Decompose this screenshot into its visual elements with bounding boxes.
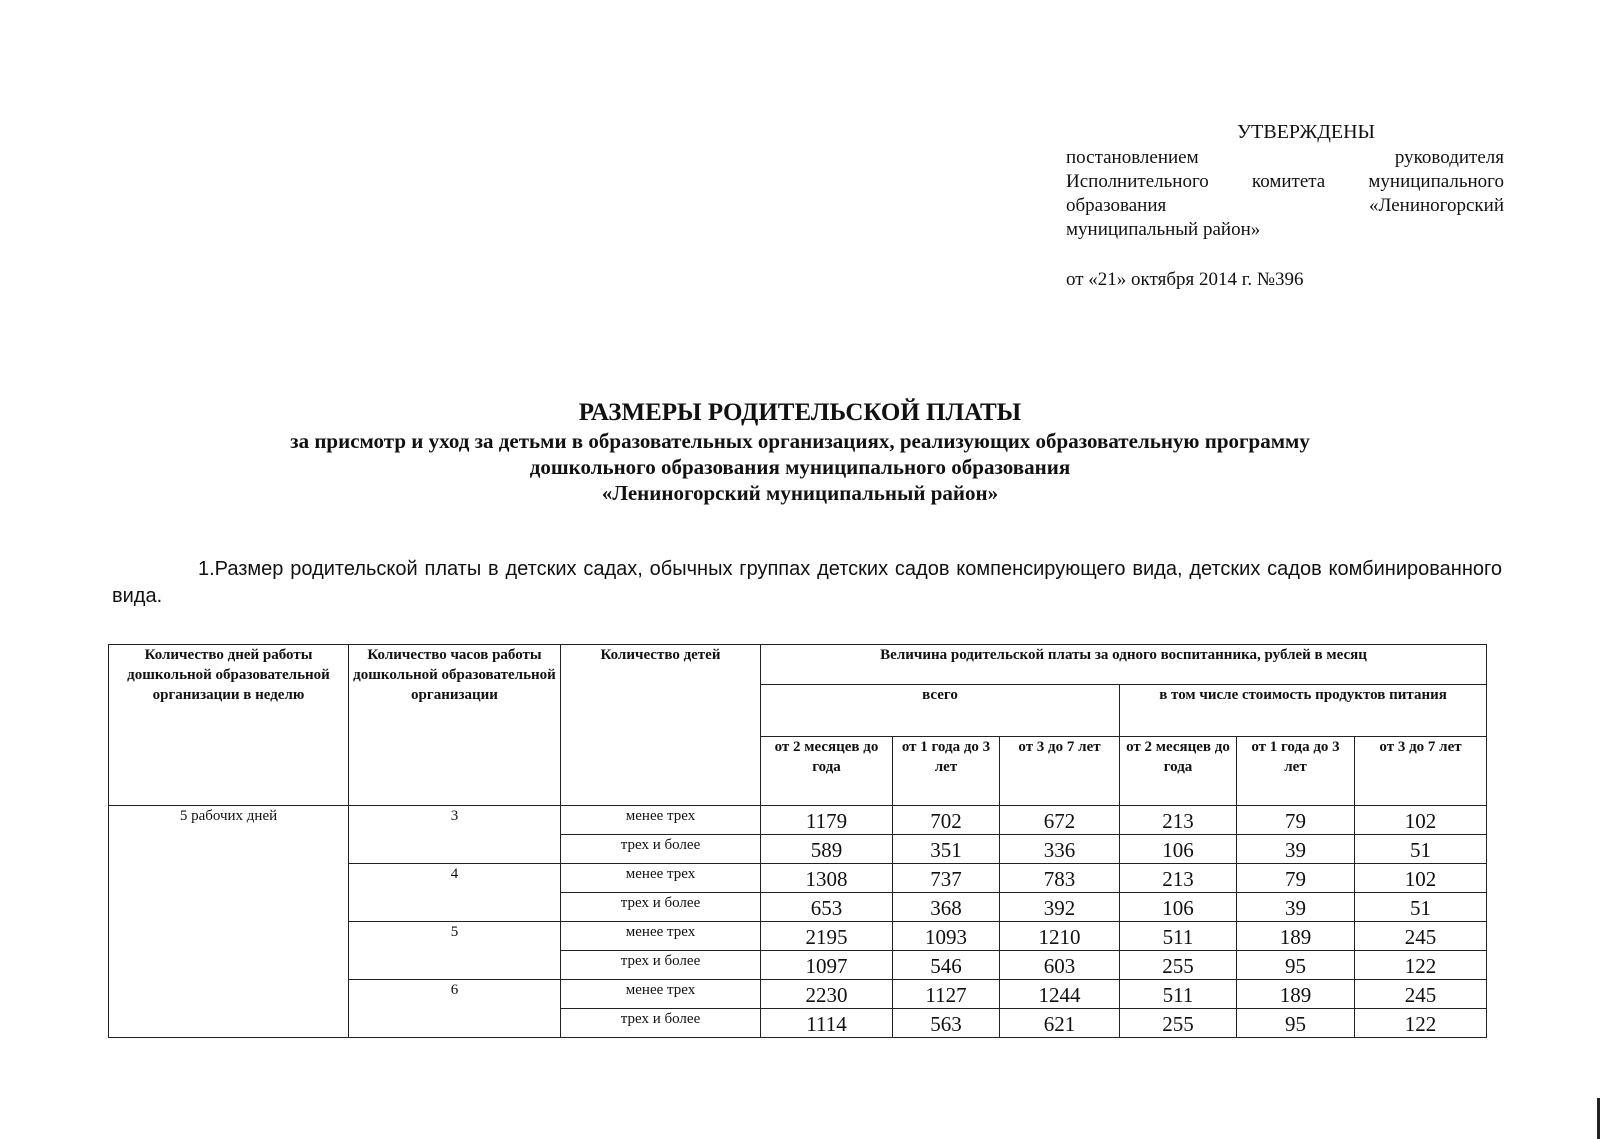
value-cell: 1210 [1000, 922, 1120, 951]
value-cell: 1179 [761, 806, 893, 835]
value-cell: 783 [1000, 864, 1120, 893]
value-cell: 189 [1237, 922, 1355, 951]
value-cell: 51 [1355, 835, 1487, 864]
hours-cell: 5 [349, 922, 561, 980]
header-days: Количество дней работы дошкольной образовательной организации в неделю [109, 645, 349, 806]
value-cell: 39 [1237, 893, 1355, 922]
header-fee: Величина родительской платы за одного воспитанника, рублей в месяц [761, 645, 1487, 685]
value-cell: 589 [761, 835, 893, 864]
hours-cell: 4 [349, 864, 561, 922]
value-cell: 189 [1237, 980, 1355, 1009]
value-cell: 563 [893, 1009, 1000, 1038]
header-group-total: всего [761, 685, 1120, 737]
hours-cell: 6 [349, 980, 561, 1038]
value-cell: 102 [1355, 864, 1487, 893]
value-cell: 511 [1120, 922, 1237, 951]
value-cell: 702 [893, 806, 1000, 835]
header-hours: Количество часов работы дошкольной образовательной организации [349, 645, 561, 806]
approval-heading: УТВЕРЖДЕНЫ [1236, 121, 1376, 143]
approval-line: образования «Лениногорский [1066, 195, 1504, 216]
value-cell: 122 [1355, 951, 1487, 980]
value-cell: 213 [1120, 864, 1237, 893]
value-cell: 336 [1000, 835, 1120, 864]
value-cell: 672 [1000, 806, 1120, 835]
table-row [109, 806, 1487, 835]
value-cell: 351 [893, 835, 1000, 864]
children-cell: трех и более [561, 893, 761, 922]
days-cell: 5 рабочих дней [109, 806, 349, 1038]
value-cell: 79 [1237, 806, 1355, 835]
value-cell: 106 [1120, 835, 1237, 864]
value-cell: 102 [1355, 806, 1487, 835]
approval-date: от «21» октября 2014 г. №396 [1066, 269, 1304, 290]
value-cell: 737 [893, 864, 1000, 893]
title-sub-3: «Лениногорский муниципальный район» [601, 481, 999, 505]
hours-cell: 3 [349, 806, 561, 864]
value-cell: 511 [1120, 980, 1237, 1009]
title-sub-1: за присмотр и уход за детьми в образовательных организациях, реализующих образовательную программу [290, 429, 1310, 453]
title-main: РАЗМЕРЫ РОДИТЕЛЬСКОЙ ПЛАТЫ [578, 399, 1022, 426]
value-cell: 653 [761, 893, 893, 922]
header-age: от 3 до 7 лет [1355, 737, 1487, 806]
header-children: Количество детей [561, 645, 761, 806]
value-cell: 1308 [761, 864, 893, 893]
value-cell: 79 [1237, 864, 1355, 893]
value-cell: 51 [1355, 893, 1487, 922]
value-cell: 39 [1237, 835, 1355, 864]
fee-table [108, 644, 1487, 1038]
value-cell: 1244 [1000, 980, 1120, 1009]
value-cell: 392 [1000, 893, 1120, 922]
value-cell: 95 [1237, 1009, 1355, 1038]
approval-block [1066, 120, 1504, 292]
value-cell: 245 [1355, 980, 1487, 1009]
approval-line: постановлением руководителя [1066, 147, 1504, 168]
value-cell: 1097 [761, 951, 893, 980]
header-age: от 2 месяцев до года [761, 737, 893, 806]
value-cell: 245 [1355, 922, 1487, 951]
value-cell: 95 [1237, 951, 1355, 980]
approval-line: Исполнительного комитета муниципального [1066, 171, 1504, 192]
value-cell: 122 [1355, 1009, 1487, 1038]
value-cell: 368 [893, 893, 1000, 922]
value-cell: 603 [1000, 951, 1120, 980]
value-cell: 621 [1000, 1009, 1120, 1038]
document-title [100, 398, 1500, 506]
children-cell: трех и более [561, 951, 761, 980]
approval-line: муниципальный район» [1066, 219, 1261, 240]
header-age: от 1 года до 3 лет [893, 737, 1000, 806]
children-cell: менее трех [561, 864, 761, 893]
children-cell: трех и более [561, 835, 761, 864]
title-sub-2: дошкольного образования муниципального образования [529, 455, 1071, 479]
value-cell: 1093 [893, 922, 1000, 951]
value-cell: 2230 [761, 980, 893, 1009]
value-cell: 255 [1120, 1009, 1237, 1038]
header-group-food: в том числе стоимость продуктов питания [1120, 685, 1487, 737]
value-cell: 1127 [893, 980, 1000, 1009]
header-age: от 2 месяцев до года [1120, 737, 1237, 806]
value-cell: 2195 [761, 922, 893, 951]
value-cell: 106 [1120, 893, 1237, 922]
section-paragraph: 1.Размер родительской платы в детских садах, обычных группах детских садов компенсирующего вида, детских садов комбинированного вида. [112, 558, 1502, 607]
value-cell: 255 [1120, 951, 1237, 980]
header-age: от 3 до 7 лет [1000, 737, 1120, 806]
value-cell: 546 [893, 951, 1000, 980]
children-cell: менее трех [561, 980, 761, 1009]
value-cell: 213 [1120, 806, 1237, 835]
children-cell: трех и более [561, 1009, 761, 1038]
header-age: от 1 года до 3 лет [1237, 737, 1355, 806]
value-cell: 1114 [761, 1009, 893, 1038]
children-cell: менее трех [561, 922, 761, 951]
children-cell: менее трех [561, 806, 761, 835]
